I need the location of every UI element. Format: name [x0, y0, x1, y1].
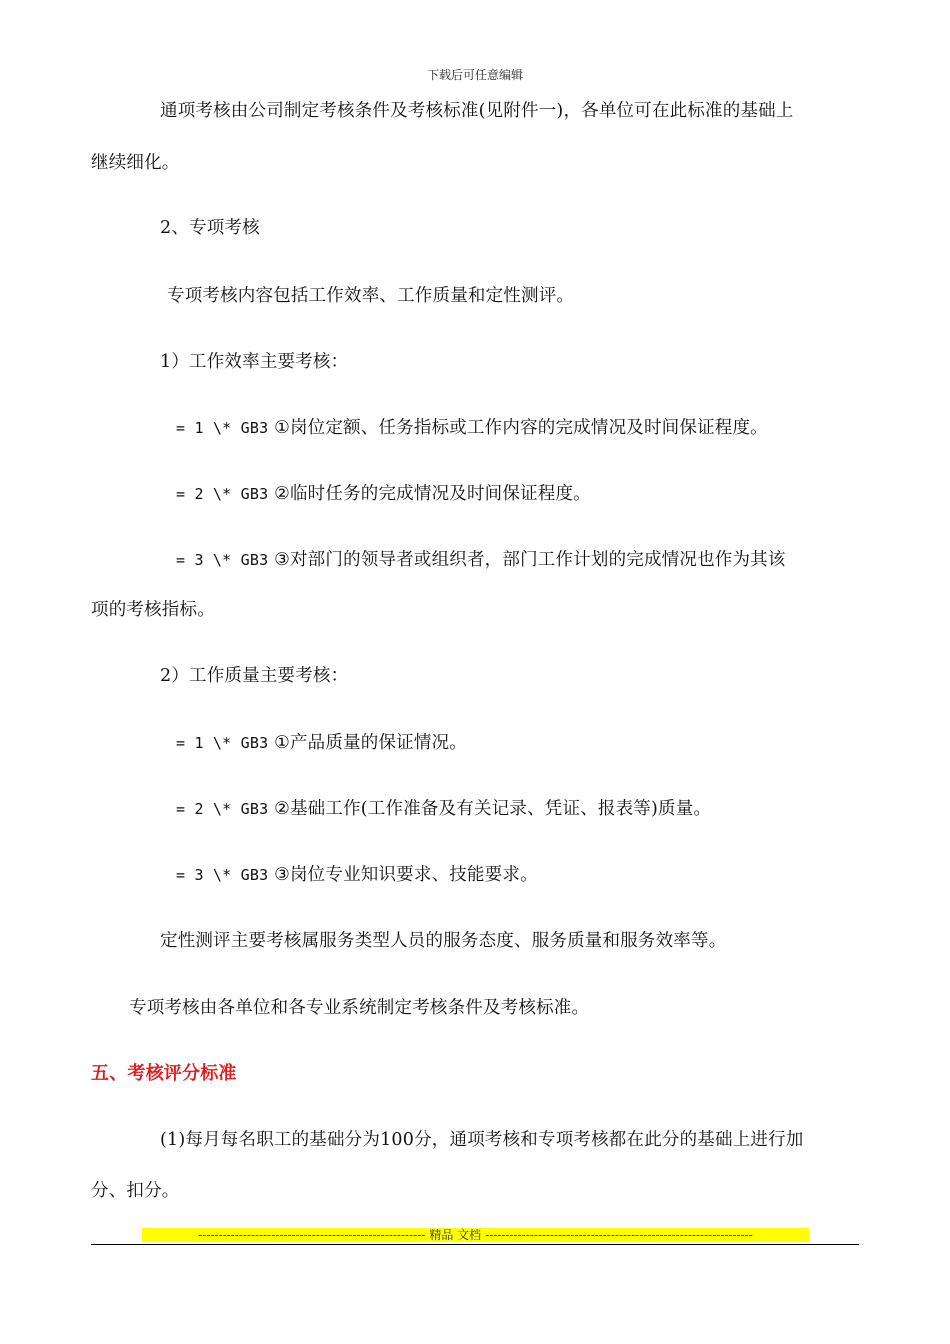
paragraph-general-assessment-cont: 继续细化。 [91, 153, 180, 173]
list-item-text: ③岗位专业知识要求、技能要求。 [274, 865, 538, 885]
footer-banner [142, 1228, 809, 1242]
list-item-efficiency-1 [176, 416, 768, 440]
list-item-quality-3 [176, 863, 538, 887]
footer-rule [91, 1244, 859, 1245]
list-item-text: ②基础工作(工作准备及有关记录、凭证、报表等)质量。 [274, 799, 712, 819]
paragraph-qualitative-evaluation: 定性测评主要考核属服务类型人员的服务态度、服务质量和服务效率等。 [160, 931, 727, 951]
section-special-assessment: 2、专项考核 [160, 218, 260, 238]
list-item-quality-2 [176, 797, 711, 821]
footer-dashes-left: -------------------------------------------------------- [198, 1228, 426, 1242]
paragraph-special-content: 专项考核内容包括工作效率、工作质量和定性测评。 [167, 286, 575, 306]
field-code: = 3 \* GB3 [176, 551, 269, 569]
list-item-text: ③对部门的领导者或组织者，部门工作计划的完成情况也作为其该 [274, 550, 786, 570]
list-item-quality-1 [176, 731, 467, 755]
list-item-efficiency-2 [176, 482, 591, 506]
list-item-text: ①岗位定额、任务指标或工作内容的完成情况及时间保证程度。 [274, 418, 768, 438]
footer-dashes-right: ------------------------------------------------------------------ [485, 1228, 753, 1242]
paragraph-base-score-cont: 分、扣分。 [91, 1181, 180, 1201]
list-item-efficiency-3-cont: 项的考核指标。 [91, 600, 215, 620]
page-header: 下载后可任意编辑 [426, 68, 523, 82]
field-code: = 2 \* GB3 [176, 485, 269, 503]
field-code: = 1 \* GB3 [176, 734, 269, 752]
paragraph-base-score: (1)每月每名职工的基础分为100分，通项考核和专项考核都在此分的基础上进行加 [160, 1130, 804, 1150]
footer-label: 精品 文档 [429, 1228, 482, 1242]
paragraph-special-standards: 专项考核由各单位和各专业系统制定考核条件及考核标准。 [129, 998, 590, 1018]
subsection-work-efficiency: 1）工作效率主要考核： [160, 352, 349, 372]
field-code: = 1 \* GB3 [176, 419, 269, 437]
list-item-text: ②临时任务的完成情况及时间保证程度。 [274, 484, 591, 504]
paragraph-general-assessment: 通项考核由公司制定考核条件及考核标准(见附件一)，各单位可在此标准的基础上 [160, 101, 794, 121]
list-item-text: ①产品质量的保证情况。 [274, 733, 467, 753]
field-code: = 2 \* GB3 [176, 800, 269, 818]
list-item-efficiency-3 [176, 548, 786, 572]
section-heading-scoring-standards: 五、考核评分标准 [91, 1063, 237, 1084]
field-code: = 3 \* GB3 [176, 866, 269, 884]
subsection-work-quality: 2）工作质量主要考核： [160, 666, 349, 686]
